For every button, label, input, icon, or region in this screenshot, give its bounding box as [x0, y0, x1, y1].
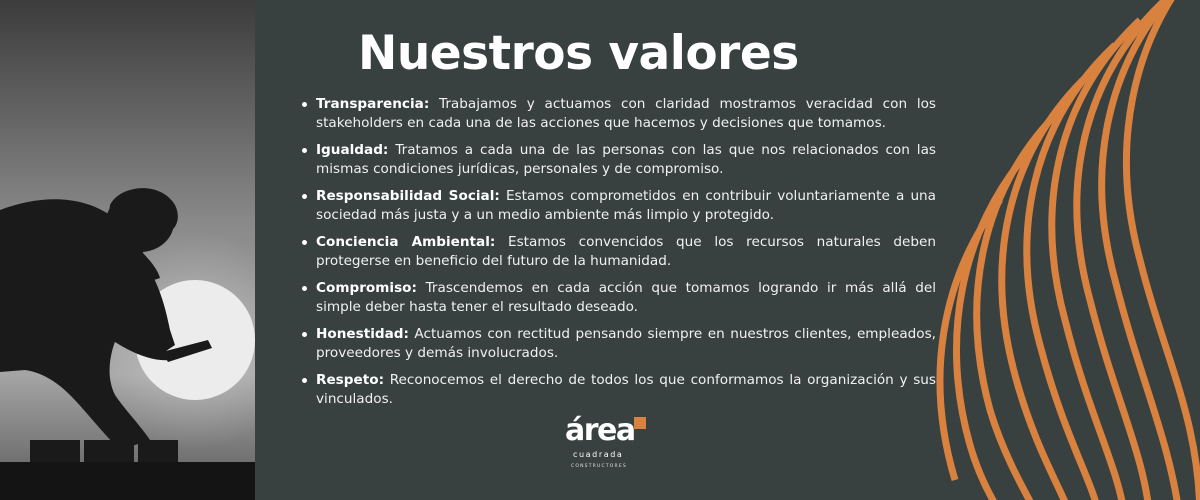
value-name: Respeto:	[316, 372, 385, 388]
values-list	[300, 95, 936, 417]
value-transparencia	[300, 95, 936, 132]
area-cuadrada-logo	[563, 414, 653, 474]
value-description: Actuamos con rectitud pensando siempre en nuestros clientes, empleados, proveedores y demás involucrados.	[316, 326, 936, 361]
value-compromiso	[300, 279, 936, 316]
value-description: Estamos convencidos que los recursos naturales deben protegerse en beneficio del futuro de la humanidad.	[316, 234, 936, 269]
logo-square-icon	[634, 417, 646, 429]
value-description: Trascendemos en cada acción que tomamos logrando ir más allá del simple deber hasta tener el resultado deseado.	[316, 280, 936, 315]
page-title: Nuestros valores	[358, 26, 799, 81]
logo-word: área	[565, 413, 635, 448]
value-description: Estamos comprometidos en contribuir voluntariamente a una sociedad más justa y a un medio ambiente más limpio y protegido.	[316, 188, 937, 223]
value-name: Igualdad:	[316, 142, 389, 158]
worker-photo	[0, 0, 255, 500]
value-description: Reconocemos el derecho de todos los que conformamos la organización y sus vinculados.	[316, 372, 936, 407]
value-responsabilidad-social	[300, 187, 936, 224]
value-name: Transparencia:	[316, 96, 430, 112]
logo-subtitle: cuadrada	[573, 450, 624, 459]
value-conciencia-ambiental	[300, 233, 936, 270]
value-respeto	[300, 371, 936, 408]
decorative-arcs	[900, 0, 1200, 500]
value-name: Conciencia Ambiental:	[316, 234, 496, 250]
value-description: Tratamos a cada una de las personas con las que nos relacionados con las mismas condiciones jurídicas, personales y de compromiso.	[316, 142, 936, 177]
logo-tagline: CONSTRUCTORES	[571, 464, 627, 469]
value-description: Trabajamos y actuamos con claridad mostramos veracidad con los stakeholders en cada una de las acciones que hacemos y decisiones que tomamos.	[316, 96, 936, 131]
value-name: Responsabilidad Social:	[316, 188, 500, 204]
value-name: Compromiso:	[316, 280, 417, 296]
value-honestidad	[300, 325, 936, 362]
value-igualdad	[300, 141, 936, 178]
value-name: Honestidad:	[316, 326, 409, 342]
